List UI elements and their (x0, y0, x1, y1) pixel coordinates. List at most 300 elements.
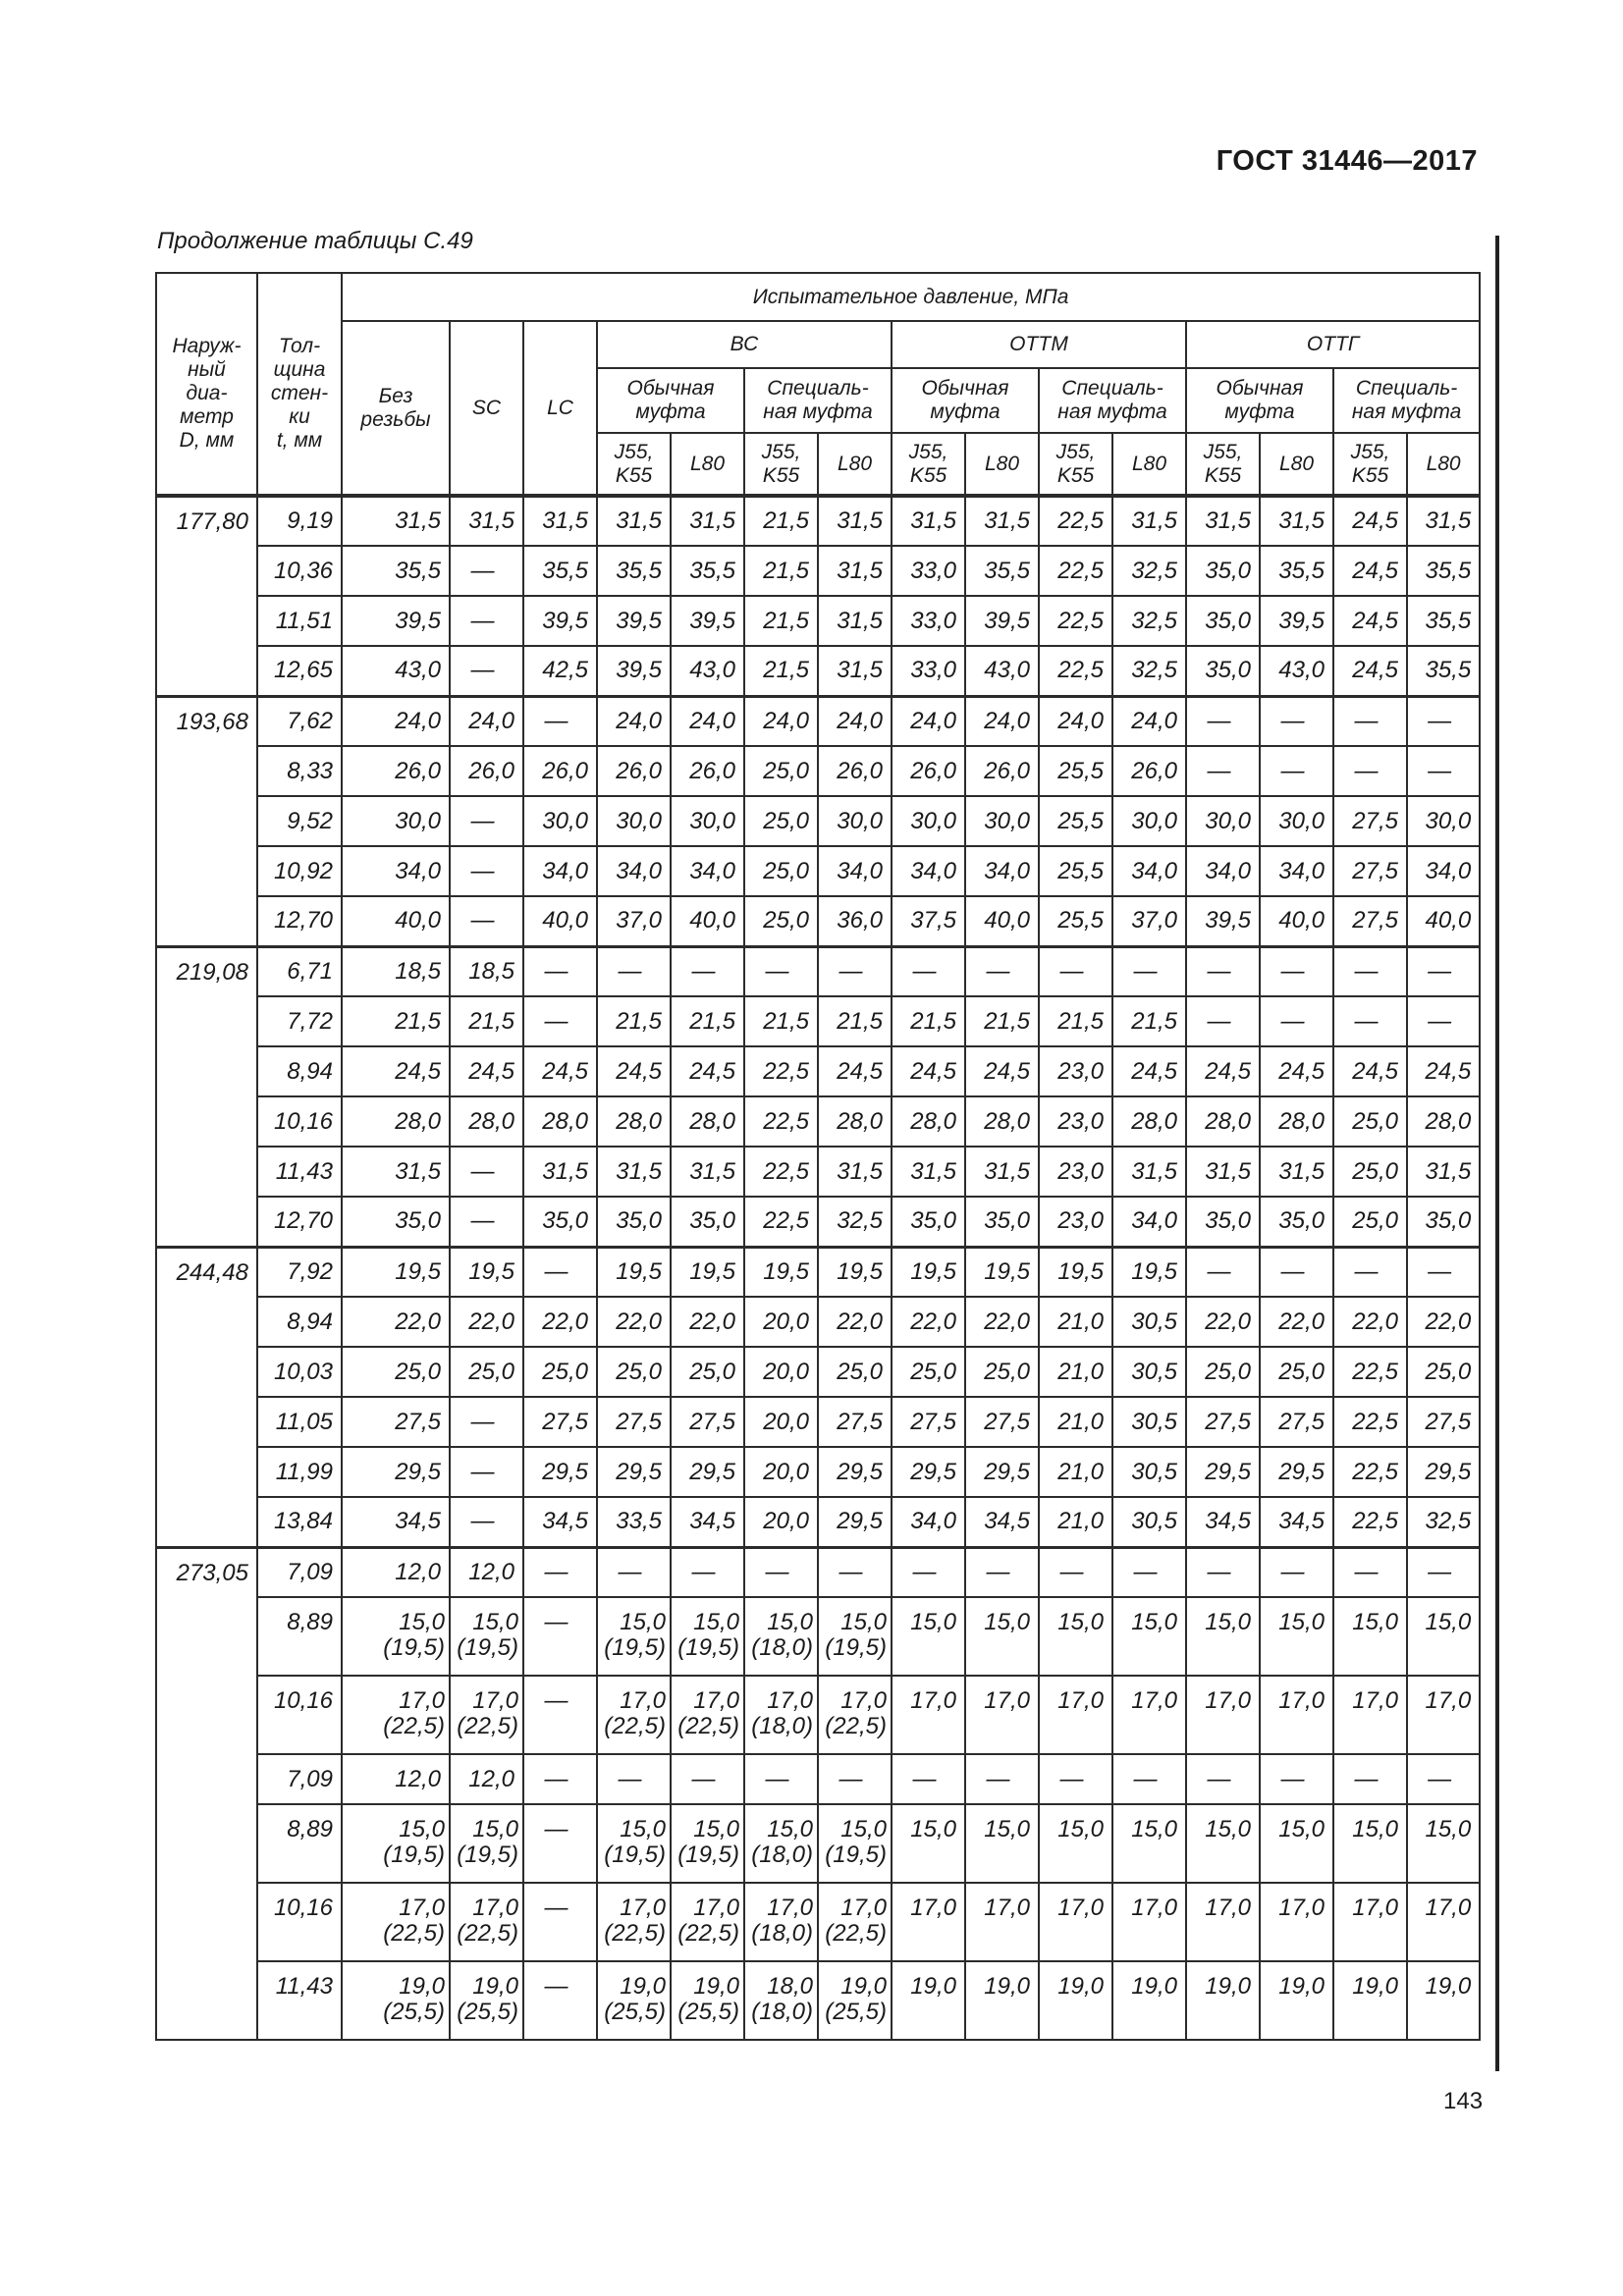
table-row (156, 996, 1480, 1046)
pressure-cell: 15,0 (892, 1597, 965, 1676)
pressure-cell: — (523, 1597, 597, 1676)
pressure-cell: 43,0 (965, 646, 1039, 696)
pressure-cell: 27,5 (965, 1397, 1039, 1447)
pressure-cell: 31,5 (523, 496, 597, 546)
pressure-cell: 21,5 (965, 996, 1039, 1046)
pressure-cell: 39,5 (597, 596, 671, 646)
ottm-regular-header (892, 368, 1039, 433)
pressure-cell: — (744, 1754, 818, 1804)
thickness-header-text: Тол- щина стен- ки t, мм (270, 335, 329, 452)
bc-special-l80-header (818, 433, 892, 496)
pressure-cell: 17,0 (892, 1676, 965, 1754)
pressure-cell: 29,5 (965, 1447, 1039, 1497)
pressure-cell: 17,0 (1112, 1676, 1186, 1754)
pressure-cell: — (744, 946, 818, 996)
pressure-cell: 15,0 (18,0) (744, 1597, 818, 1676)
ottg-special-header (1333, 368, 1480, 433)
pressure-cell: 34,5 (671, 1497, 744, 1547)
pressure-cell: 17,0 (1260, 1883, 1333, 1961)
pressure-cell: 15,0 (1407, 1597, 1480, 1676)
pressure-cell: 15,0 (19,5) (671, 1597, 744, 1676)
pressure-cell: 12,0 (342, 1547, 450, 1597)
thickness-cell: 10,16 (257, 1096, 342, 1147)
pressure-cell: 30,5 (1112, 1347, 1186, 1397)
pressure-cell: 17,0 (22,5) (342, 1676, 450, 1754)
pressure-cell: — (1186, 696, 1260, 746)
table-row (156, 746, 1480, 796)
pressure-cell: 40,0 (671, 896, 744, 946)
pressure-cell: 33,5 (597, 1497, 671, 1547)
pressure-cell: 19,5 (1112, 1247, 1186, 1297)
pressure-cell: 27,5 (1186, 1397, 1260, 1447)
diameter-header-text: Наруж- ный диа- метр D, мм (172, 335, 242, 452)
diameter-cell: 177,80 (156, 496, 257, 696)
ottg-special-j55-k55-header (1333, 433, 1407, 496)
pressure-cell: — (1333, 996, 1407, 1046)
bc-special-j55-k55-text: J55, K55 (761, 440, 801, 487)
pressure-cell: 22,5 (1333, 1497, 1407, 1547)
pressure-cell: 27,5 (1333, 846, 1407, 896)
pressure-cell: 35,0 (671, 1197, 744, 1247)
pressure-cell: 21,0 (1039, 1297, 1112, 1347)
pressure-cell: 43,0 (671, 646, 744, 696)
pressure-cell: 15,0 (1333, 1804, 1407, 1883)
pressure-cell: 15,0 (19,5) (450, 1597, 523, 1676)
pressure-cell: — (1186, 996, 1260, 1046)
pressure-cell: 24,5 (1186, 1046, 1260, 1096)
pressure-cell: 25,0 (1333, 1096, 1407, 1147)
thickness-cell: 10,16 (257, 1676, 342, 1754)
pressure-cell: 31,5 (818, 596, 892, 646)
standard-code: ГОСТ 31446—2017 (1216, 145, 1478, 177)
pressure-cell: 21,5 (744, 496, 818, 546)
pressure-cell: 34,0 (1112, 1197, 1186, 1247)
pressure-cell: 27,5 (892, 1397, 965, 1447)
pressure-cell: 27,5 (818, 1397, 892, 1447)
pressure-cell: 17,0 (1039, 1883, 1112, 1961)
pressure-cell: 31,5 (671, 496, 744, 546)
pressure-cell: 19,0 (965, 1961, 1039, 2040)
pressure-cell: 22,5 (744, 1096, 818, 1147)
pressure-cell: 25,5 (1039, 796, 1112, 846)
pressure-cell: 31,5 (1112, 496, 1186, 546)
pressure-cell: — (450, 846, 523, 896)
pressure-cell: 29,5 (818, 1497, 892, 1547)
pressure-cell: — (965, 1754, 1039, 1804)
pressure-cell: 21,5 (818, 996, 892, 1046)
pressure-cell: 25,0 (965, 1347, 1039, 1397)
pressure-cell: 15,0 (1039, 1597, 1112, 1676)
pressure-cell: 22,0 (1260, 1297, 1333, 1347)
pressure-cell: — (1407, 696, 1480, 746)
diameter-header (156, 273, 257, 496)
pressure-cell: — (523, 1676, 597, 1754)
pressure-cell: 25,0 (1260, 1347, 1333, 1397)
pressure-cell: — (1260, 1547, 1333, 1597)
pressure-cell: 29,5 (1407, 1447, 1480, 1497)
bc-regular-header (597, 368, 744, 433)
pressure-cell: 21,5 (342, 996, 450, 1046)
pressure-cell: 21,0 (1039, 1447, 1112, 1497)
table-row (156, 596, 1480, 646)
pressure-cell: 19,0 (1260, 1961, 1333, 2040)
pressure-cell: 31,5 (342, 1147, 450, 1197)
pressure-cell: — (450, 646, 523, 696)
pressure-cell: 31,5 (597, 496, 671, 546)
pressure-cell: — (818, 946, 892, 996)
table-row (156, 1961, 1480, 2040)
pressure-cell: 19,5 (342, 1247, 450, 1297)
table-row (156, 646, 1480, 696)
pressure-cell: 35,5 (597, 546, 671, 596)
bc-regular-l80-header (671, 433, 744, 496)
pressure-cell: 12,0 (342, 1754, 450, 1804)
pressure-cell: 18,0 (18,0) (744, 1961, 818, 2040)
thickness-cell: 8,94 (257, 1046, 342, 1096)
pressure-cell: 24,5 (1333, 596, 1407, 646)
pressure-cell: 22,0 (965, 1297, 1039, 1347)
table-row (156, 1247, 1480, 1297)
pressure-cell: 35,5 (523, 546, 597, 596)
pressure-cell: 31,5 (1260, 496, 1333, 546)
pressure-cell: 22,5 (1333, 1447, 1407, 1497)
pressure-cell: 35,0 (597, 1197, 671, 1247)
pressure-cell: 24,5 (965, 1046, 1039, 1096)
pressure-cell: 22,5 (744, 1046, 818, 1096)
pressure-cell: 27,5 (1333, 796, 1407, 846)
pressure-cell: 19,5 (965, 1247, 1039, 1297)
pressure-cell: 17,0 (22,5) (671, 1883, 744, 1961)
pressure-cell: — (523, 996, 597, 1046)
pressure-cell: — (450, 796, 523, 846)
pressure-cell: 35,0 (1407, 1197, 1480, 1247)
pressure-cell: 34,0 (342, 846, 450, 896)
pressure-cell: 20,0 (744, 1347, 818, 1397)
pressure-cell: 28,0 (342, 1096, 450, 1147)
table-row (156, 846, 1480, 896)
thickness-cell: 8,89 (257, 1597, 342, 1676)
sc-header: SC (450, 321, 523, 496)
pressure-cell: — (1039, 946, 1112, 996)
pressure-cell: 19,0 (25,5) (342, 1961, 450, 2040)
ottg-regular-text: Обычная муфта (1216, 377, 1304, 423)
pressure-cell: — (818, 1547, 892, 1597)
pressure-cell: — (1186, 1754, 1260, 1804)
pressure-cell: 30,0 (1407, 796, 1480, 846)
pressure-cell: 22,0 (597, 1297, 671, 1347)
pressure-cell: 24,0 (597, 696, 671, 746)
bc-special-text: Специаль- ная муфта (763, 377, 873, 423)
pressure-cell: 25,0 (450, 1347, 523, 1397)
pressure-cell: 17,0 (965, 1676, 1039, 1754)
pressure-cell: 26,0 (523, 746, 597, 796)
pressure-cell: 24,5 (523, 1046, 597, 1096)
ottg-special-j55-k55-text: J55, K55 (1350, 440, 1390, 487)
pressure-cell: 21,0 (1039, 1347, 1112, 1397)
pressure-cell: 15,0 (1260, 1597, 1333, 1676)
thickness-cell: 10,16 (257, 1883, 342, 1961)
pressure-cell: 24,5 (1112, 1046, 1186, 1096)
pressure-cell: — (1260, 696, 1333, 746)
pressure-cell: 30,0 (671, 796, 744, 846)
pressure-cell: 36,0 (818, 896, 892, 946)
pressure-cell: 21,5 (744, 646, 818, 696)
pressure-cell: — (597, 946, 671, 996)
pressure-cell: 28,0 (671, 1096, 744, 1147)
ottm-regular-j55-k55-text: J55, K55 (908, 440, 948, 487)
table-row (156, 1754, 1480, 1804)
pressure-cell: 25,5 (1039, 896, 1112, 946)
pressure-cell: 37,0 (597, 896, 671, 946)
pressure-cell: 39,5 (597, 646, 671, 696)
thickness-cell: 8,94 (257, 1297, 342, 1347)
pressure-cell: — (1186, 746, 1260, 796)
ottm-regular-l80-text: L80 (984, 452, 1020, 475)
pressure-cell: 24,5 (1260, 1046, 1333, 1096)
margin-rule (1495, 236, 1499, 2071)
pressure-cell: — (1039, 1754, 1112, 1804)
pressure-cell: 35,0 (1186, 596, 1260, 646)
pressure-cell: 19,5 (744, 1247, 818, 1297)
pressure-cell: 34,0 (1186, 846, 1260, 896)
pressure-cell: 26,0 (342, 746, 450, 796)
pressure-cell: 32,5 (1407, 1497, 1480, 1547)
pressure-cell: 19,0 (1112, 1961, 1186, 2040)
table-head (156, 273, 1480, 496)
ottm-header: ОТТМ (892, 321, 1186, 368)
pressure-cell: 22,5 (1039, 496, 1112, 546)
thickness-cell: 12,70 (257, 1197, 342, 1247)
pressure-cell: 17,0 (22,5) (818, 1676, 892, 1754)
pressure-cell: 22,5 (1333, 1397, 1407, 1447)
pressure-cell: — (1333, 746, 1407, 796)
pressure-cell: 21,5 (892, 996, 965, 1046)
pressure-cell: 39,5 (671, 596, 744, 646)
pressure-cell: 25,0 (1333, 1147, 1407, 1197)
pressure-cell: 37,5 (892, 896, 965, 946)
pressure-cell: 35,0 (965, 1197, 1039, 1247)
pressure-cell: 24,5 (1333, 496, 1407, 546)
pressure-cell: 35,0 (342, 1197, 450, 1247)
ottm-special-j55-k55-text: J55, K55 (1055, 440, 1096, 487)
pressure-cell: 27,5 (597, 1397, 671, 1447)
pressure-cell: — (1039, 1547, 1112, 1597)
pressure-cell: 22,0 (892, 1297, 965, 1347)
pressure-cell: 21,5 (671, 996, 744, 1046)
pressure-cell: 25,5 (1039, 846, 1112, 896)
pressure-cell: 15,0 (19,5) (818, 1804, 892, 1883)
pressure-cell: 17,0 (22,5) (671, 1676, 744, 1754)
pressure-cell: 29,5 (1260, 1447, 1333, 1497)
bc-header: ВС (597, 321, 892, 368)
pressure-cell: 30,0 (523, 796, 597, 846)
table-row (156, 1597, 1480, 1676)
pressure-cell: 20,0 (744, 1497, 818, 1547)
pressure-cell: 17,0 (22,5) (342, 1883, 450, 1961)
pressure-cell: 30,5 (1112, 1297, 1186, 1347)
pressure-cell: — (450, 1397, 523, 1447)
pressure-cell: 20,0 (744, 1447, 818, 1497)
pressure-cell: 15,0 (1333, 1597, 1407, 1676)
pressure-cell: — (818, 1754, 892, 1804)
pressure-cell: 24,0 (818, 696, 892, 746)
bc-regular-text: Обычная муфта (626, 377, 715, 423)
pressure-cell: 19,5 (450, 1247, 523, 1297)
pressure-cell: 22,0 (450, 1297, 523, 1347)
pressure-cell: 15,0 (1407, 1804, 1480, 1883)
pressure-cell: — (450, 596, 523, 646)
pressure-table (155, 272, 1481, 2041)
pressure-cell: 34,5 (965, 1497, 1039, 1547)
pressure-cell: 32,5 (1112, 596, 1186, 646)
pressure-cell: 24,5 (1333, 646, 1407, 696)
pressure-cell: 31,5 (818, 1147, 892, 1197)
pressure-cell: 31,5 (892, 496, 965, 546)
pressure-cell: 19,0 (1333, 1961, 1407, 2040)
pressure-cell: 28,0 (1186, 1096, 1260, 1147)
pressure-cell: 34,0 (818, 846, 892, 896)
pressure-cell: 19,5 (1039, 1247, 1112, 1297)
pressure-cell: — (450, 546, 523, 596)
pressure-cell: 12,0 (450, 1754, 523, 1804)
pressure-cell: 18,5 (342, 946, 450, 996)
pressure-cell: 15,0 (19,5) (671, 1804, 744, 1883)
pressure-cell: — (892, 1754, 965, 1804)
pressure-cell: 25,5 (1039, 746, 1112, 796)
bc-regular-j55-k55-header (597, 433, 671, 496)
pressure-cell: 40,0 (965, 896, 1039, 946)
thickness-cell: 11,43 (257, 1961, 342, 2040)
pressure-cell: 30,0 (1112, 796, 1186, 846)
thickness-cell: 11,51 (257, 596, 342, 646)
pressure-cell: 24,5 (1333, 546, 1407, 596)
table-row (156, 1147, 1480, 1197)
pressure-cell: 19,0 (892, 1961, 965, 2040)
pressure-cell: 26,0 (450, 746, 523, 796)
pressure-cell: 35,0 (1186, 546, 1260, 596)
pressure-cell: — (450, 1147, 523, 1197)
pressure-cell: — (1186, 1547, 1260, 1597)
pressure-cell: 25,0 (744, 846, 818, 896)
thickness-cell: 9,19 (257, 496, 342, 546)
pressure-cell: 19,0 (1039, 1961, 1112, 2040)
pressure-cell: 19,5 (671, 1247, 744, 1297)
pressure-cell: 20,0 (744, 1397, 818, 1447)
pressure-cell: 31,5 (818, 546, 892, 596)
pressure-cell: — (1333, 696, 1407, 746)
pressure-cell: 30,0 (818, 796, 892, 846)
table-row (156, 1676, 1480, 1754)
pressure-cell: 39,5 (523, 596, 597, 646)
pressure-cell: 34,0 (892, 846, 965, 896)
pressure-cell: 43,0 (342, 646, 450, 696)
pressure-cell: 35,5 (671, 546, 744, 596)
thickness-cell: 10,03 (257, 1347, 342, 1397)
pressure-cell: — (1260, 1247, 1333, 1297)
pressure-cell: 32,5 (818, 1197, 892, 1247)
pressure-cell: 28,0 (450, 1096, 523, 1147)
bc-special-l80-text: L80 (837, 452, 873, 475)
pressure-cell: 15,0 (892, 1804, 965, 1883)
pressure-cell: 17,0 (1407, 1883, 1480, 1961)
pressure-cell: 19,0 (1407, 1961, 1480, 2040)
pressure-cell: 19,0 (25,5) (671, 1961, 744, 2040)
pressure-cell: 22,0 (1333, 1297, 1407, 1347)
pressure-cell: 31,5 (597, 1147, 671, 1197)
pressure-cell: — (1186, 946, 1260, 996)
pressure-cell: 30,0 (597, 796, 671, 846)
pressure-cell: 31,5 (892, 1147, 965, 1197)
pressure-cell: 31,5 (1112, 1147, 1186, 1197)
pressure-cell: 35,5 (1260, 546, 1333, 596)
lc-header: LC (523, 321, 597, 496)
pressure-cell: 40,0 (1260, 896, 1333, 946)
pressure-cell: 28,0 (892, 1096, 965, 1147)
table-row (156, 1197, 1480, 1247)
pressure-cell: 30,5 (1112, 1497, 1186, 1547)
pressure-cell: 35,0 (1186, 1197, 1260, 1247)
pressure-cell: 23,0 (1039, 1096, 1112, 1147)
pressure-cell: 25,0 (818, 1347, 892, 1397)
pressure-cell: 35,5 (1407, 646, 1480, 696)
pressure-cell: 31,5 (523, 1147, 597, 1197)
pressure-cell: 24,0 (671, 696, 744, 746)
pressure-cell: 27,5 (671, 1397, 744, 1447)
pressure-cell: 21,5 (1112, 996, 1186, 1046)
pressure-cell: 34,0 (671, 846, 744, 896)
pressure-cell: 24,5 (597, 1046, 671, 1096)
pressure-cell: 21,5 (744, 596, 818, 646)
pressure-cell: 21,5 (1039, 996, 1112, 1046)
pressure-cell: — (1112, 1754, 1186, 1804)
thickness-cell: 7,72 (257, 996, 342, 1046)
pressure-cell: 17,0 (18,0) (744, 1676, 818, 1754)
pressure-cell: — (450, 1197, 523, 1247)
pressure-cell: 22,0 (523, 1297, 597, 1347)
pressure-cell: 24,5 (1333, 1046, 1407, 1096)
pressure-cell: 17,0 (22,5) (450, 1883, 523, 1961)
pressure-cell: 17,0 (22,5) (450, 1676, 523, 1754)
bc-special-j55-k55-header (744, 433, 818, 496)
pressure-cell: 20,0 (744, 1297, 818, 1347)
pressure-cell: 27,5 (523, 1397, 597, 1447)
pressure-cell: 28,0 (1112, 1096, 1186, 1147)
pressure-cell: 31,5 (818, 496, 892, 546)
pressure-cell: — (965, 1547, 1039, 1597)
pressure-cell: 30,0 (965, 796, 1039, 846)
pressure-cell: 23,0 (1039, 1197, 1112, 1247)
thickness-cell: 9,52 (257, 796, 342, 846)
pressure-cell: 19,5 (892, 1247, 965, 1297)
pressure-cell: — (523, 1804, 597, 1883)
pressure-cell: 30,5 (1112, 1447, 1186, 1497)
pressure-cell: 25,0 (1333, 1197, 1407, 1247)
pressure-cell: 27,5 (1407, 1397, 1480, 1447)
pressure-cell: 26,0 (892, 746, 965, 796)
pressure-cell: — (671, 1547, 744, 1597)
pressure-cell: 17,0 (18,0) (744, 1883, 818, 1961)
pressure-cell: — (523, 946, 597, 996)
pressure-cell: 19,0 (1186, 1961, 1260, 2040)
pressure-cell: 15,0 (19,5) (597, 1804, 671, 1883)
pressure-cell: 17,0 (1333, 1676, 1407, 1754)
pressure-cell: 17,0 (1260, 1676, 1333, 1754)
pressure-cell: — (523, 696, 597, 746)
pressure-cell: 31,5 (1186, 496, 1260, 546)
pressure-cell: — (523, 1547, 597, 1597)
pressure-cell: — (1260, 746, 1333, 796)
pressure-cell: — (1333, 1547, 1407, 1597)
